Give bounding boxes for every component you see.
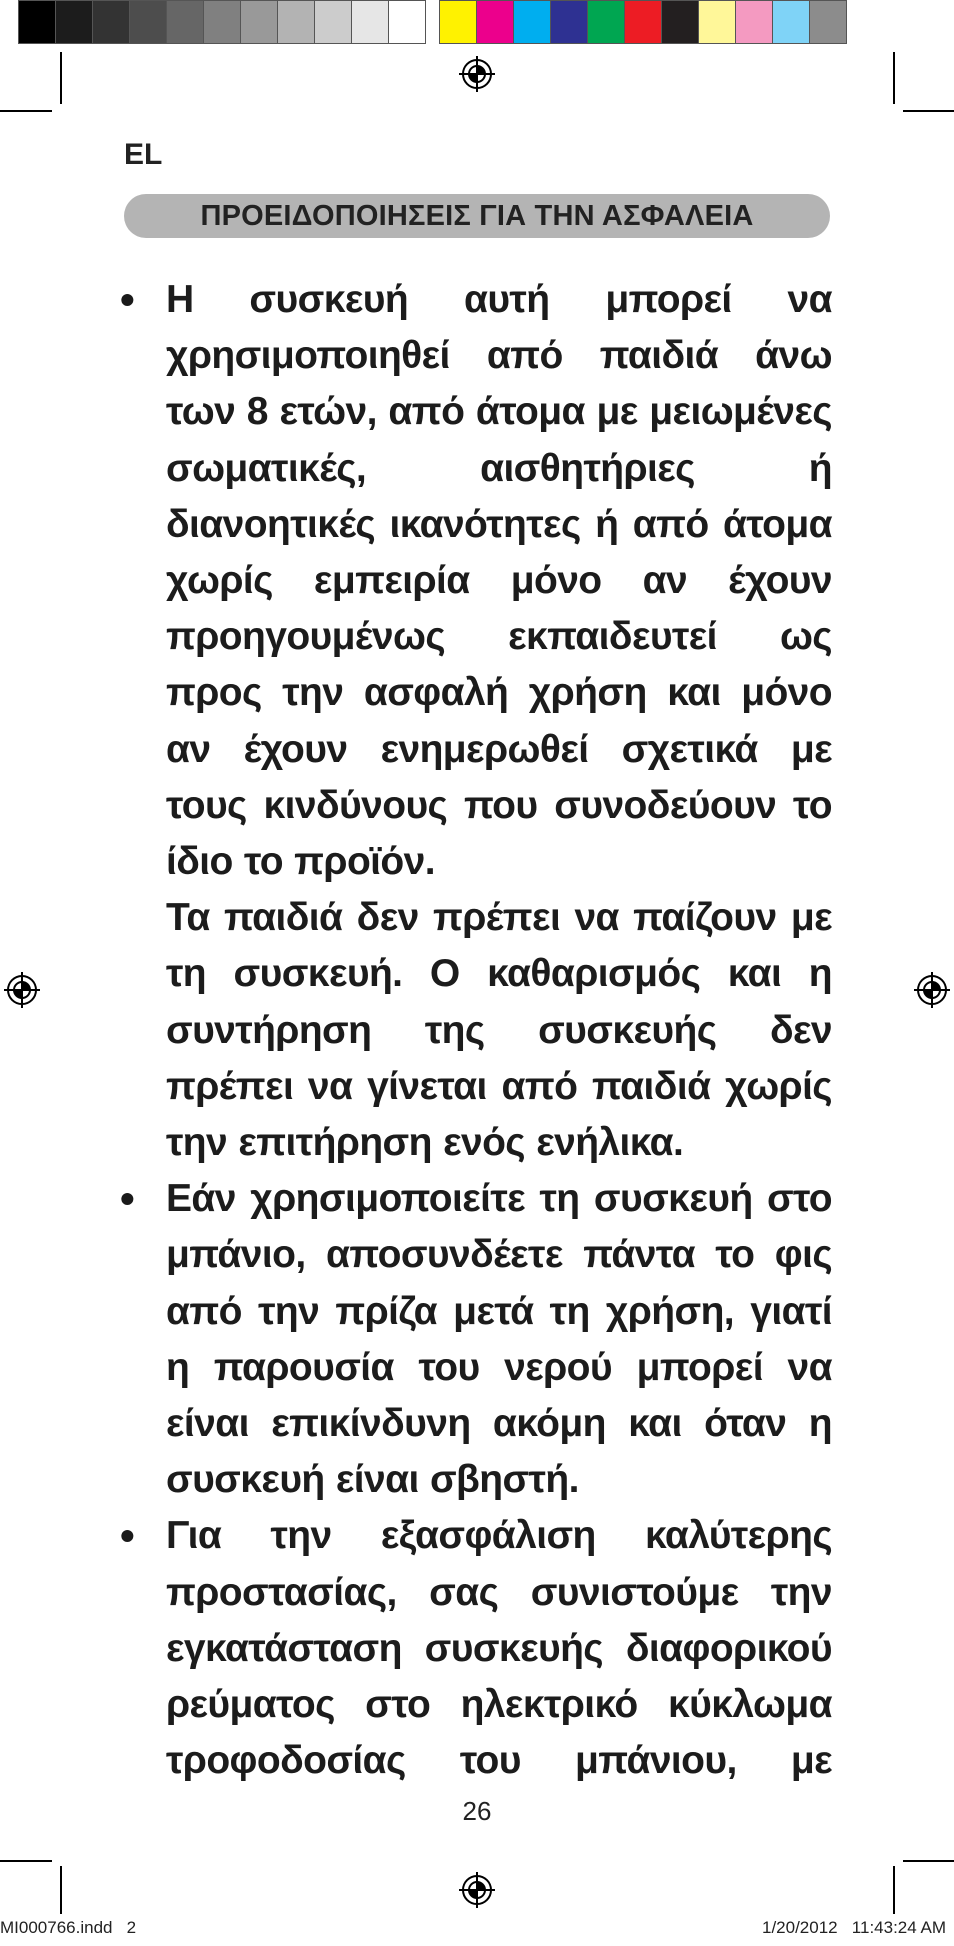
color-swatch bbox=[772, 0, 810, 44]
gray-swatch bbox=[351, 0, 389, 44]
print-slug-file: MI000766.indd 2 bbox=[0, 1918, 137, 1937]
registration-mark-right-icon bbox=[914, 972, 950, 1008]
bullet-marker: • bbox=[120, 276, 135, 323]
grayscale-swatches bbox=[18, 0, 425, 44]
color-swatches bbox=[439, 0, 846, 44]
crop-mark-top-right-h bbox=[903, 110, 954, 112]
bullet-marker: • bbox=[120, 1175, 135, 1223]
gray-swatch bbox=[277, 0, 315, 44]
registration-mark-left-icon bbox=[4, 972, 40, 1008]
crop-mark-bottom-left-h bbox=[0, 1860, 52, 1862]
paragraph: Τα παιδιά δεν πρέπει να παίζουν με τη συσκευή. Ο καθαρισμός και η συντήρηση της συσκευής δεν πρέπει να γίνεται από παιδιά χωρίς την επιτήρηση ενός ενήλικα. bbox=[166, 896, 832, 1165]
paragraph: Για την εξασφάλιση καλύτερης προστασίας, σας συνιστούμε την εγκατάσταση συσκευής διαφορικού ρεύματος στο ηλεκτρικό κύκλωμα τροφοδοσίας του μπάνιου, με bbox=[166, 1514, 832, 1783]
gray-swatch bbox=[55, 0, 93, 44]
print-slug-timestamp: 1/20/2012 11:43:24 AM bbox=[762, 1918, 946, 1937]
gray-swatch bbox=[240, 0, 278, 44]
language-code: EL bbox=[124, 138, 163, 171]
gray-swatch bbox=[129, 0, 167, 44]
registration-mark-top-icon bbox=[459, 56, 495, 92]
safety-warnings-list bbox=[120, 272, 832, 1789]
color-swatch bbox=[624, 0, 662, 44]
paragraph: Εάν χρησιμοποιείτε τη συσκευή στο μπάνιο, αποσυνδέετε πάντα το φις από την πρίζα μετά τη χρήση, γιατί η παρουσία του νερού μπορεί να είναι επικίνδυνη ακόμη και όταν η συσκευή είναι σβηστή. bbox=[166, 1177, 832, 1502]
crop-mark-top-left-v bbox=[60, 52, 62, 104]
list-item bbox=[120, 1171, 832, 1508]
gray-swatch bbox=[92, 0, 130, 44]
page-number: 26 bbox=[462, 1796, 492, 1826]
bullet-marker: • bbox=[120, 1512, 135, 1560]
paragraph: Η συσκευή αυτή μπορεί να χρησιμοποιηθεί από παιδιά άνω των 8 ετών, από άτομα με μειωμένες σωματικές, αισθητήριες ή διανοητικές ικανότητες ή από άτομα χωρίς εμπειρία μόνο αν έχουν προηγουμένως εκπαιδευτεί ως προς την ασφαλή χρήση και μόνο αν έχουν ενημερωθεί σχετικά με τους κινδύνους που συνοδεύουν το ίδιο το προϊόν. bbox=[166, 278, 832, 884]
crop-mark-bottom-right-v bbox=[893, 1866, 895, 1914]
gray-swatch bbox=[166, 0, 204, 44]
print-color-bar bbox=[18, 0, 846, 44]
list-item bbox=[120, 272, 832, 1171]
gray-swatch bbox=[314, 0, 352, 44]
color-swatch bbox=[550, 0, 588, 44]
color-swatch bbox=[661, 0, 699, 44]
gray-swatch bbox=[18, 0, 56, 44]
registration-mark-bottom-icon bbox=[459, 1872, 495, 1908]
color-swatch bbox=[809, 0, 847, 44]
list-item bbox=[120, 1508, 832, 1789]
crop-mark-top-left-h bbox=[0, 110, 52, 112]
color-swatch bbox=[735, 0, 773, 44]
crop-mark-bottom-left-v bbox=[60, 1866, 62, 1914]
crop-mark-top-right-v bbox=[893, 52, 895, 104]
gray-swatch bbox=[388, 0, 426, 44]
color-swatch bbox=[513, 0, 551, 44]
gray-swatch bbox=[203, 0, 241, 44]
color-swatch bbox=[476, 0, 514, 44]
color-swatch bbox=[587, 0, 625, 44]
swatch-gap bbox=[425, 0, 439, 44]
section-title: ΠΡΟΕΙΔΟΠΟΙΗΣΕΙΣ ΓΙΑ ΤΗΝ ΑΣΦΑΛΕΙΑ bbox=[124, 194, 830, 238]
color-swatch bbox=[439, 0, 477, 44]
color-swatch bbox=[698, 0, 736, 44]
crop-mark-bottom-right-h bbox=[903, 1860, 954, 1862]
